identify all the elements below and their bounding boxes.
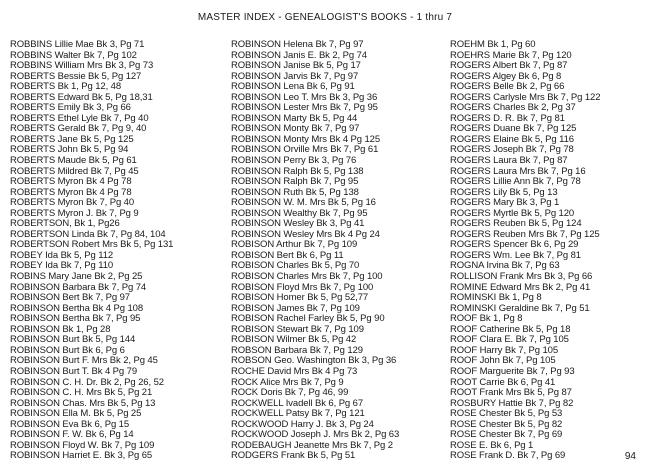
- index-entry: RODEBAUGH Jeanette Mrs Bk 7, Pg 2: [231, 439, 393, 451]
- index-entry: ROBINSON Ralph Bk 5, Pg 138: [231, 165, 364, 177]
- index-entry: ROBERTS Maude Bk 5, Pg 61: [10, 155, 137, 167]
- index-entry: ROBISON James Bk 7, Pg 109: [231, 302, 360, 314]
- index-entry: ROBISON Charles Bk 5, Pg 70: [231, 260, 360, 272]
- index-entry: ROBINSON Helena Bk 7, Pg 97: [231, 39, 364, 50]
- index-entry: ROBBINS William Mrs Bk 3, Pg 73: [10, 60, 154, 72]
- index-entry: ROBISON Rachel Farley Bk 5, Pg 90: [231, 313, 385, 325]
- index-entry: ROBINSON C. H. Mrs Bk 5, Pg 21: [10, 387, 153, 399]
- index-entry: ROBERTS Myron Bk 7, Pg 40: [10, 197, 135, 209]
- index-entry: ROBINSON Eva Bk 6, Pg 15: [10, 418, 130, 430]
- index-entry: ROCK Doris Bk 7, Pg 46, 99: [231, 387, 349, 399]
- index-entry: ROBERTS Bessie Bk 5, Pg 127: [10, 70, 142, 82]
- index-entry: ROGERS Charles Bk 2, Pg 37: [450, 102, 576, 114]
- index-entry: ROBISON Arthur Bk 7, Pg 109: [231, 239, 358, 251]
- index-entry: ROBINSON Bert Bk 7, Pg 97: [10, 292, 130, 304]
- index-entry: ROSE Chester Bk 7, Pg 69: [450, 429, 563, 441]
- index-entry: ROBERTS Jane Bk 5, Pg 125: [10, 133, 134, 145]
- index-entry: ROGERS Laura Bk 7, Pg 87: [450, 155, 568, 167]
- index-entry: ROMINE Edward Mrs Bk 2, Pg 41: [450, 281, 591, 293]
- index-entry: ROCHE David Mrs Bk 4 Pg 73: [231, 365, 358, 377]
- index-entry: ROOT Carrie Bk 6, Pg 41: [450, 376, 556, 388]
- index-entry: ROGERS Lillie Ann Bk 7, Pg 78: [450, 176, 581, 188]
- index-entry: ROBINSON Orville Mrs Bk 7, Pg 61: [231, 144, 379, 156]
- index-entry: ROBINSON Burt F. Mrs Bk 2, Pg 45: [10, 355, 158, 367]
- index-entry: ROGERS Belle Bk 2, Pg 66: [450, 81, 565, 93]
- index-entry: ROBINSON Perry Bk 3, Pg 76: [231, 155, 357, 167]
- index-column-1: [10, 40, 173, 462]
- index-entry: ROCKWELL Patsy Bk 7, Pg 121: [231, 408, 365, 420]
- index-entry: ROGERS Myrtle Bk 5, Pg 120: [450, 207, 575, 219]
- page-number: 94: [624, 451, 636, 462]
- index-entry: ROBISON Stewart Bk 7, Pg 109: [231, 323, 364, 335]
- index-entry: ROGERS Laura Mrs Bk 7, Pg 16: [450, 165, 586, 177]
- index-entry: ROCKWELL Ivadell Bk 6, Pg 67: [231, 397, 364, 409]
- index-entry: ROBERTS Mildred Bk 7, Pg 45: [10, 165, 139, 177]
- index-entry: ROBISON Floyd Mrs Bk 7, Pg 100: [231, 281, 374, 293]
- index-entry: ROBISON Homer Bk 5, Pg 52,77: [231, 292, 369, 304]
- index-entry: ROBINSON F. W. Bk 6, Pg 14: [10, 429, 134, 441]
- index-entry: ROOF Marguerite Bk 7, Pg 93: [450, 365, 575, 377]
- index-entry: ROBINSON Ruth Bk 5, Pg 138: [231, 186, 359, 198]
- index-entry: ROOF Catherine Bk 5, Pg 18: [450, 323, 571, 335]
- index-column-2: [231, 40, 399, 462]
- index-entry: ROBEY Ida Bk 5, Pg 112: [10, 249, 114, 261]
- index-entry: ROGNA Irvina Bk 7, Pg 63: [450, 260, 560, 272]
- index-entry: ROEHRS Marie Bk 7, Pg 120: [450, 49, 572, 61]
- index-entry: RODGERS Frank Bk 5, Pg 51: [231, 450, 356, 462]
- index-entry: ROOT Frank Mrs Bk 5, Pg 87: [450, 387, 572, 399]
- index-entry: ROBERTSON, Bk 1, Pg26: [10, 218, 120, 230]
- index-entry: ROBERTS Bk 1, Pg 12, 48: [10, 81, 122, 93]
- index-entry: ROBINSON Burt Bk 5, Pg 144: [10, 334, 136, 346]
- index-entry: ROLLISON Frank Mrs Bk 3, Pg 66: [450, 271, 593, 283]
- index-entry: ROBINSON Monty Mrs Bk 4 Pg 125: [231, 133, 381, 145]
- index-entry: ROBEY Ida Bk 7, Pg 110: [10, 260, 114, 272]
- index-entry: ROBINSON C. H. Dr. Bk 2, Pg 26, 52: [10, 376, 164, 388]
- index-entry: ROGERS Wm. Lee Bk 7, Pg 81: [450, 249, 581, 261]
- index-entry: ROBERTS John Bk 5, Pg 94: [10, 144, 129, 156]
- index-entry: ROBERTS Myron Bk 4 Pg 78: [10, 176, 132, 188]
- index-entry: ROSE E. Bk 6, Pg 1: [450, 439, 534, 451]
- index-entry: ROGERS Albert Bk 7, Pg 87: [450, 60, 568, 72]
- index-entry: ROGERS Joseph Bk 7, Pg 78: [450, 144, 574, 156]
- index-column-3: [450, 40, 600, 462]
- index-entry: ROBERTS Emily Bk 3, Pg 66: [10, 102, 131, 114]
- index-entry: ROBINSON Bk 1, Pg 28: [10, 323, 111, 335]
- index-entry: ROOF Clara E. Bk 7, Pg 105: [450, 334, 569, 346]
- index-entry: ROBSON Barbara Bk 7, Pg 129: [231, 344, 363, 356]
- index-entry: ROBINSON Harriet E. Bk 3, Pg 65: [10, 450, 153, 462]
- index-entry: ROBERTS Ethel Lyle Bk 7, Pg 40: [10, 112, 149, 124]
- index-entry: ROBERTSON Robert Mrs Bk 5, Pg 131: [10, 239, 174, 251]
- index-entry: ROBINSON Ralph Bk 7, Pg 95: [231, 176, 359, 188]
- index-entry: ROCKWOOD Joseph J. Mrs Bk 2, Pg 63: [231, 429, 400, 441]
- index-entry: ROBINSON Jarvis Bk 7, Pg 97: [231, 70, 359, 82]
- index-entry: ROGERS Reuben Mrs Bk 7, Pg 125: [450, 228, 600, 240]
- index-entry: ROGERS Spencer Bk 6, Pg 29: [450, 239, 579, 251]
- index-entry: ROMINSKI Bk 1, Pg 8: [450, 292, 542, 304]
- index-entry: ROGERS Mary Bk 3, Pg 1: [450, 197, 560, 209]
- index-entry: ROBINSON Bertha Bk 7, Pg 95: [10, 313, 141, 325]
- index-entry: ROBISON Charles Mrs Bk 7, Pg 100: [231, 271, 383, 283]
- index-entry: ROBSON Geo. Washington Bk 3, Pg 36: [231, 355, 397, 367]
- index-entry: ROSBURY Hattie Bk 7, Pg 82: [450, 397, 574, 409]
- index-entry: ROBINSON Marty Bk 5, Pg 44: [231, 112, 358, 124]
- index-entry: ROBBINS Lillie Mae Bk 3, Pg 71: [10, 39, 145, 50]
- index-entry: ROSE Frank D. Bk 7, Pg 69: [450, 450, 566, 462]
- index-entry: ROBINSON Leo T. Mrs Bk 3, Pg 36: [231, 91, 378, 103]
- index-entry: ROBERTS Myron J. Bk 7, Pg 9: [10, 207, 139, 219]
- index-entry: ROBINSON Wesley Bk 3, Pg 41: [231, 218, 365, 230]
- index-entry: ROBBINS Walter Bk 7, Pg 102: [10, 49, 137, 61]
- index-entry: ROGERS Reuben Bk 5, Pg 124: [450, 218, 582, 230]
- index-entry: ROBINSON Wesley Mrs Bk 4 Pg 24: [231, 228, 380, 240]
- index-entry: ROBINSON Lena Bk 6, Pg 91: [231, 81, 355, 93]
- index-entry: ROBINSON Burt Bk 6, Pg 6: [10, 344, 125, 356]
- index-entry: ROGERS Carlysle Mrs Bk 7, Pg 122: [450, 91, 601, 103]
- index-entry: ROCK Alice Mrs Bk 7, Pg 9: [231, 376, 344, 388]
- index-entry: ROOF John Bk 7, Pg 105: [450, 355, 556, 367]
- index-entry: ROSE Chester Bk 5, Pg 82: [450, 418, 563, 430]
- page-title: MASTER INDEX - GENEALOGIST'S BOOKS - 1 thru 7: [197, 12, 453, 23]
- index-entry: ROOF Harry Bk 7, Pg 105: [450, 344, 559, 356]
- index-entry: ROCKWOOD Harry J. Bk 3, Pg 24: [231, 418, 374, 430]
- index-entry: ROGERS D. R. Bk 7, Pg 81: [450, 112, 565, 124]
- index-entry: ROGERS Algey Bk 6, Pg 8: [450, 70, 562, 82]
- index-entry: ROBERTS Edward Bk 5, Pg 18,31: [10, 91, 153, 103]
- index-entry: ROBINSON Burt T. Bk 4 Pg 79: [10, 365, 138, 377]
- index-entry: ROBINSON Bertha Bk 4 Pg 108: [10, 302, 143, 314]
- index-entry: ROBINSON W. M. Mrs Bk 5, Pg 16: [231, 197, 376, 209]
- index-entry: ROSE Chester Bk 5, Pg 53: [450, 408, 563, 420]
- index-entry: ROBINSON Janis E. Bk 2, Pg 74: [231, 49, 367, 61]
- index-entry: ROGERS Duane Bk 7, Pg 125: [450, 123, 577, 135]
- index-entry: ROBERTS Gerald Bk 7, Pg 9, 40: [10, 123, 147, 135]
- index-entry: ROBINSON Lester Mrs Bk 7, Pg 95: [231, 102, 378, 114]
- index-entry: ROOF Bk 1, Pg 8: [450, 313, 523, 325]
- index-entry: ROBERTSON Linda Bk 7, Pg 84, 104: [10, 228, 166, 240]
- index-entry: ROBERTS Myron Bk 4 Pg 78: [10, 186, 132, 198]
- index-entry: ROEHM Bk 1, Pg 60: [450, 39, 536, 50]
- index-entry: ROBISON Bert Bk 6, Pg 11: [231, 249, 344, 261]
- index-entry: ROGERS Lily Bk 5, Pg 13: [450, 186, 558, 198]
- index-entry: ROBINSON Chas. Mrs Bk 5, Pg 13: [10, 397, 156, 409]
- index-entry: ROBINSON Wealthy Bk 7, Pg 95: [231, 207, 368, 219]
- index-entry: ROMINSKI Geraldine Bk 7, Pg 51: [450, 302, 590, 314]
- index-entry: ROBISON Wilmer Bk 5, Pg 42: [231, 334, 357, 346]
- index-entry: ROBINSON Janise Bk 5, Pg 17: [231, 60, 361, 72]
- index-entry: ROBINSON Floyd W. Bk 7, Pg 109: [10, 439, 155, 451]
- index-entry: ROGERS Elaine Bk 5, Pg 116: [450, 133, 574, 145]
- index-entry: ROBINSON Ella M. Bk 5, Pg 25: [10, 408, 142, 420]
- index-entry: ROBINSON Monty Bk 7, Pg 97: [231, 123, 360, 135]
- index-entry: ROBINS Mary Jane Bk 2, Pg 25: [10, 271, 143, 283]
- index-entry: ROBINSON Barbara Bk 7, Pg 74: [10, 281, 147, 293]
